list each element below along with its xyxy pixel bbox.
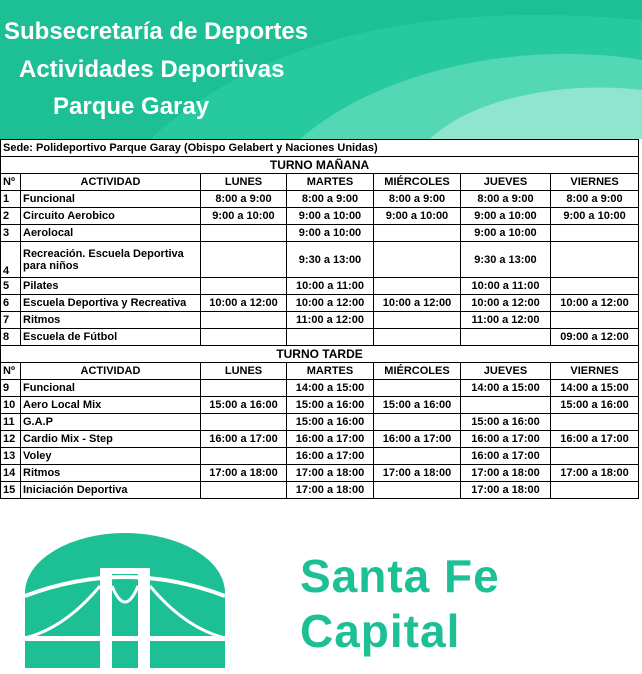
- col-header-num: Nº: [1, 363, 21, 380]
- col-header-lunes: LUNES: [201, 174, 287, 191]
- schedule-cell: [201, 278, 287, 295]
- activity-name: Aero Local Mix: [21, 397, 201, 414]
- bridge-icon: [5, 518, 245, 668]
- schedule-cell: 16:00 a 17:00: [551, 431, 639, 448]
- row-num: 3: [1, 225, 21, 242]
- schedule-cell: 9:00 a 10:00: [287, 225, 374, 242]
- schedule-cell: 9:30 a 13:00: [287, 242, 374, 278]
- col-header-viernes: VIERNES: [551, 174, 639, 191]
- schedule-cell: [201, 448, 287, 465]
- schedule-cell: 9:30 a 13:00: [461, 242, 551, 278]
- activity-name: Escuela de Fútbol: [21, 329, 201, 346]
- col-header-martes: MARTES: [287, 174, 374, 191]
- schedule-cell: 9:00 a 10:00: [201, 208, 287, 225]
- schedule-cell: 8:00 a 9:00: [201, 191, 287, 208]
- col-header-miercoles: MIÉRCOLES: [374, 363, 461, 380]
- schedule-cell: 16:00 a 17:00: [201, 431, 287, 448]
- table-row: [1, 431, 639, 448]
- schedule-cell: 14:00 a 15:00: [287, 380, 374, 397]
- col-header-jueves: JUEVES: [461, 174, 551, 191]
- schedule-cell: [201, 312, 287, 329]
- schedule-cell: 16:00 a 17:00: [287, 431, 374, 448]
- schedule-cell: 10:00 a 12:00: [201, 295, 287, 312]
- schedule-cell: 14:00 a 15:00: [551, 380, 639, 397]
- table-row: [1, 448, 639, 465]
- table-row: [1, 465, 639, 482]
- schedule-cell: 8:00 a 9:00: [551, 191, 639, 208]
- schedule-cell: 16:00 a 17:00: [461, 431, 551, 448]
- schedule-cell: 17:00 a 18:00: [287, 482, 374, 499]
- schedule-cell: 9:00 a 10:00: [461, 208, 551, 225]
- schedule-cell: 15:00 a 16:00: [287, 414, 374, 431]
- schedule-cell: 10:00 a 12:00: [287, 295, 374, 312]
- activity-name: Pilates: [21, 278, 201, 295]
- table-row: [1, 397, 639, 414]
- activity-name: Funcional: [21, 380, 201, 397]
- header-title-line1: Subsecretaría de Deportes: [4, 18, 309, 45]
- schedule-cell: [374, 380, 461, 397]
- row-num: 15: [1, 482, 21, 499]
- schedule-cell: 17:00 a 18:00: [461, 482, 551, 499]
- schedule-cell: [551, 312, 639, 329]
- schedule-cell: 10:00 a 12:00: [374, 295, 461, 312]
- activity-name: Escuela Deportiva y Recreativa: [21, 295, 201, 312]
- column-header-row: [1, 363, 639, 380]
- schedule-cell: [461, 397, 551, 414]
- schedule-cell: 09:00 a 12:00: [551, 329, 639, 346]
- table-row: [1, 278, 639, 295]
- schedule-cell: 17:00 a 18:00: [201, 465, 287, 482]
- row-num: 12: [1, 431, 21, 448]
- activity-name: Aerolocal: [21, 225, 201, 242]
- sede-label: Sede: Polideportivo Parque Garay (Obispo Gelabert y Naciones Unidas): [1, 140, 639, 157]
- row-num: 13: [1, 448, 21, 465]
- schedule-cell: [201, 242, 287, 278]
- schedule-cell: [551, 278, 639, 295]
- activity-name: G.A.P: [21, 414, 201, 431]
- col-header-martes: MARTES: [287, 363, 374, 380]
- brand-name-line1: Santa Fe: [300, 550, 500, 602]
- schedule-cell: 17:00 a 18:00: [461, 465, 551, 482]
- table-row: [1, 312, 639, 329]
- activity-name: Recreación. Escuela Deportiva para niños: [21, 242, 201, 278]
- row-num: 8: [1, 329, 21, 346]
- schedule-cell: [201, 414, 287, 431]
- schedule-cell: [287, 329, 374, 346]
- schedule-cell: 15:00 a 16:00: [551, 397, 639, 414]
- schedule-cell: [374, 482, 461, 499]
- schedule-cell: 10:00 a 11:00: [287, 278, 374, 295]
- table-row: [1, 242, 639, 278]
- schedule-cell: [374, 414, 461, 431]
- footer-logo-area: [0, 513, 642, 674]
- row-num: 2: [1, 208, 21, 225]
- table-row: [1, 414, 639, 431]
- schedule-cell: 16:00 a 17:00: [374, 431, 461, 448]
- brand-name-line2: Capital: [300, 605, 461, 657]
- schedule-table: [0, 139, 639, 499]
- schedule-cell: 9:00 a 10:00: [551, 208, 639, 225]
- col-header-viernes: VIERNES: [551, 363, 639, 380]
- schedule-cell: [201, 380, 287, 397]
- schedule-cell: [551, 225, 639, 242]
- row-num: 9: [1, 380, 21, 397]
- row-num: 14: [1, 465, 21, 482]
- row-num: 7: [1, 312, 21, 329]
- row-num: 4: [1, 242, 21, 278]
- schedule-cell: 9:00 a 10:00: [461, 225, 551, 242]
- activity-name: Voley: [21, 448, 201, 465]
- activity-name: Circuito Aerobico: [21, 208, 201, 225]
- header-title-line3: Parque Garay: [53, 93, 210, 120]
- row-num: 6: [1, 295, 21, 312]
- schedule-cell: 9:00 a 10:00: [374, 208, 461, 225]
- schedule-cell: 17:00 a 18:00: [287, 465, 374, 482]
- activity-name: Ritmos: [21, 312, 201, 329]
- activity-name: Cardio Mix - Step: [21, 431, 201, 448]
- schedule-cell: 9:00 a 10:00: [287, 208, 374, 225]
- activity-name: Iniciación Deportiva: [21, 482, 201, 499]
- schedule-cell: 15:00 a 16:00: [374, 397, 461, 414]
- schedule-cell: 15:00 a 16:00: [287, 397, 374, 414]
- schedule-cell: [201, 329, 287, 346]
- schedule-cell: [551, 414, 639, 431]
- schedule-cell: [201, 482, 287, 499]
- table-row: [1, 225, 639, 242]
- table-row: [1, 208, 639, 225]
- table-row: [1, 191, 639, 208]
- schedule-cell: 8:00 a 9:00: [287, 191, 374, 208]
- schedule-cell: 10:00 a 12:00: [461, 295, 551, 312]
- col-header-jueves: JUEVES: [461, 363, 551, 380]
- schedule-cell: [551, 448, 639, 465]
- col-header-actividad: ACTIVIDAD: [21, 363, 201, 380]
- row-num: 1: [1, 191, 21, 208]
- column-header-row: [1, 174, 639, 191]
- schedule-cell: [201, 225, 287, 242]
- turno-manana-title: TURNO MAÑANA: [1, 157, 639, 174]
- schedule-cell: 17:00 a 18:00: [551, 465, 639, 482]
- col-header-actividad: ACTIVIDAD: [21, 174, 201, 191]
- schedule-cell: 10:00 a 11:00: [461, 278, 551, 295]
- schedule-cell: [374, 448, 461, 465]
- schedule-cell: 8:00 a 9:00: [461, 191, 551, 208]
- header-title-line2: Actividades Deportivas: [19, 56, 285, 83]
- schedule-cell: [551, 482, 639, 499]
- header-banner: [0, 0, 642, 139]
- schedule-cell: 16:00 a 17:00: [287, 448, 374, 465]
- table-row: [1, 482, 639, 499]
- col-header-miercoles: MIÉRCOLES: [374, 174, 461, 191]
- table-row: [1, 295, 639, 312]
- schedule-cell: 16:00 a 17:00: [461, 448, 551, 465]
- table-row: [1, 329, 639, 346]
- schedule-table-container: [0, 139, 640, 499]
- col-header-num: Nº: [1, 174, 21, 191]
- row-num: 11: [1, 414, 21, 431]
- schedule-cell: [551, 242, 639, 278]
- schedule-cell: [461, 329, 551, 346]
- schedule-cell: [374, 312, 461, 329]
- schedule-cell: 15:00 a 16:00: [201, 397, 287, 414]
- schedule-cell: [374, 329, 461, 346]
- schedule-cell: [374, 278, 461, 295]
- schedule-cell: 15:00 a 16:00: [461, 414, 551, 431]
- turno-tarde-title: TURNO TARDE: [1, 346, 639, 363]
- schedule-cell: 8:00 a 9:00: [374, 191, 461, 208]
- activity-name: Ritmos: [21, 465, 201, 482]
- schedule-cell: 14:00 a 15:00: [461, 380, 551, 397]
- schedule-cell: 17:00 a 18:00: [374, 465, 461, 482]
- activity-name: Funcional: [21, 191, 201, 208]
- row-num: 5: [1, 278, 21, 295]
- schedule-cell: [374, 225, 461, 242]
- col-header-lunes: LUNES: [201, 363, 287, 380]
- schedule-cell: 10:00 a 12:00: [551, 295, 639, 312]
- table-row: [1, 380, 639, 397]
- schedule-cell: 11:00 a 12:00: [461, 312, 551, 329]
- schedule-cell: [374, 242, 461, 278]
- row-num: 10: [1, 397, 21, 414]
- schedule-cell: 11:00 a 12:00: [287, 312, 374, 329]
